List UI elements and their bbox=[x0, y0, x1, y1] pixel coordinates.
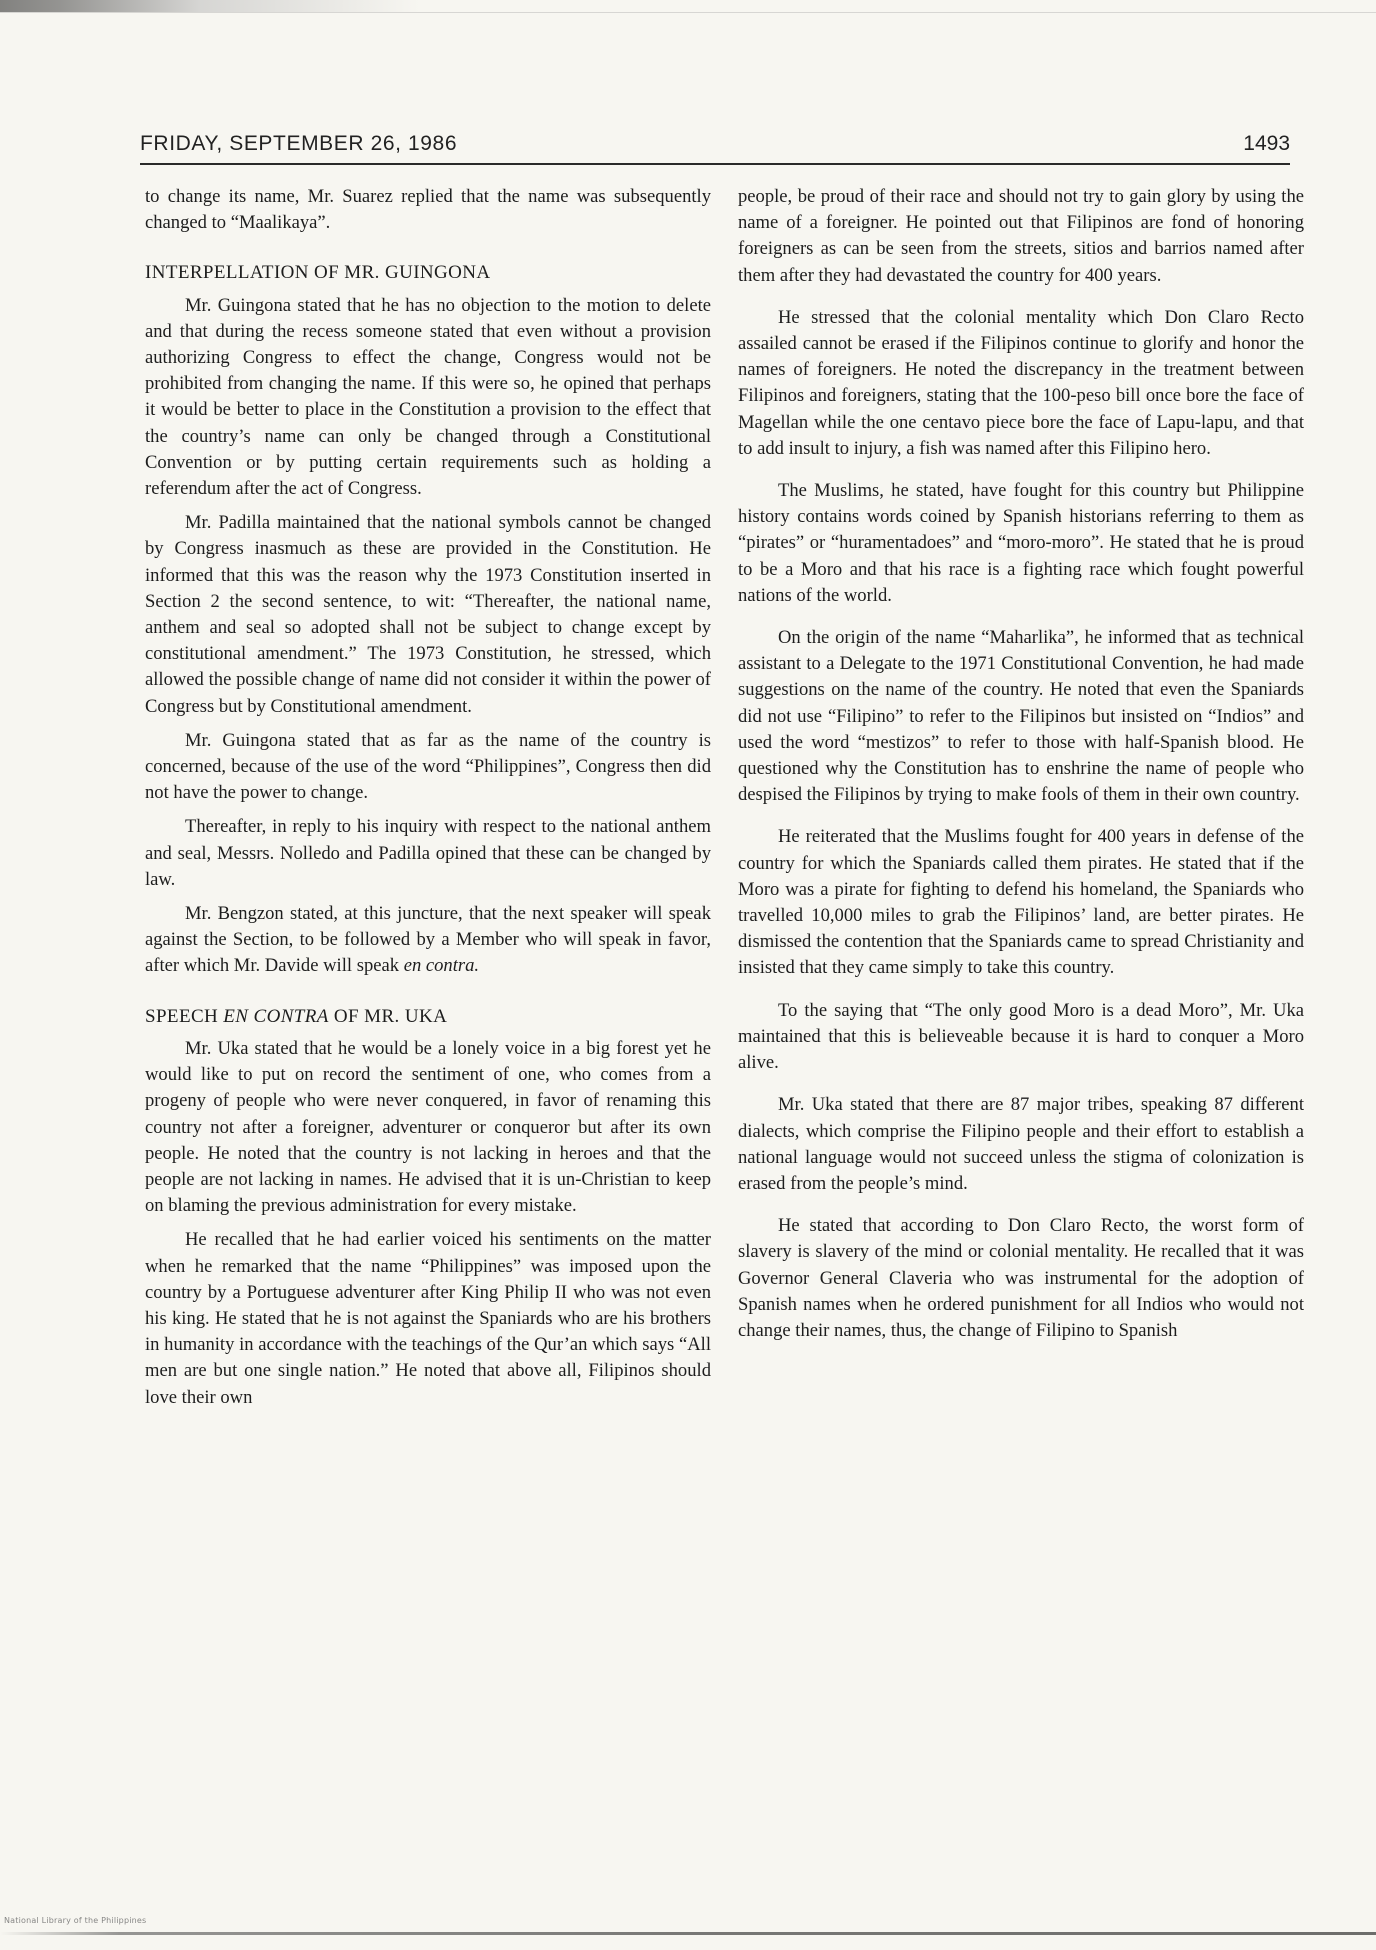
paragraph: Mr. Padilla maintained that the national symbols cannot be changed by Congress inasmuch as these are provided in the Constitution. He informed that this was the reason why the 1973 Constitution inserted in Section 2 the second sentence, to wit: “Thereafter, the national name, anthem and seal so adopted shall not be subject to change except by constitutional amendment.” The 1973 Constitution, he stressed, which allowed the possible change of name did not consider it within the power of Congress but by Constitutional amendment. bbox=[145, 512, 711, 717]
scan-footer-note: National Library of the Philippines bbox=[4, 1916, 147, 1925]
left-column bbox=[145, 184, 711, 1419]
section-heading-speech bbox=[145, 1004, 711, 1030]
scan-top-line bbox=[0, 12, 1376, 13]
paragraph: Mr. Uka stated that there are 87 major tribes, speaking 87 different dialects, which comprise the Filipino people and their effort to establish a national language would not succeed unless the stigma of colonization is erased from the people’s mind. bbox=[738, 1094, 1304, 1194]
heading-part: OF MR. UKA bbox=[328, 1005, 448, 1027]
paragraph bbox=[145, 901, 711, 980]
paragraph: Mr. Guingona stated that he has no objection to the motion to delete and that during the recess someone stated that even without a provision authorizing Congress to effect the change, Congress would not be prohibited from changing the name. If this were so, he opined that perhaps it would be better to place in the Constitution a provision to the effect that the country’s name can only be changed through a Constitutional Convention or by putting certain requirements such as holding a referendum after the act of Congress. bbox=[145, 294, 711, 500]
paragraph: He recalled that he had earlier voiced his sentiments on the matter when he remarked that the name “Philippines” was imposed upon the country by a Portuguese adventurer after King Philip II who was not even his king. He stated that he is not against the Spaniards who are his brothers in humanity in accordance with the teachings of the Qur’an which says “All men are but one single nation.” He noted that above all, Filipinos should love their own bbox=[145, 1229, 711, 1408]
paragraph: people, be proud of their race and should not try to gain glory by using the name of a foreigner. He pointed out that Filipinos are fond of honoring foreigners as can be seen from the streets, sitios and barrios named after them after they had devastated the country for 400 years. bbox=[738, 186, 1304, 286]
paragraph: He stressed that the colonial mentality which Don Claro Recto assailed cannot be erased if the Filipinos continue to glorify and honor the names of foreigners. He noted the discrepancy in the treatment between Filipinos and foreigners, stating that the 100-peso bill once bore the face of Magellan while the one centavo piece bore the face of Lapu-lapu, and that to add insult to injury, a fish was named after this Filipino hero. bbox=[738, 306, 1304, 459]
scan-top-edge bbox=[0, 0, 1376, 12]
paragraph: Mr. Uka stated that he would be a lonely voice in a big forest yet he would like to put on record the sentiment of one, who comes from a progeny of people who were never conquered, in favor of renaming this country not after a foreigner, adventurer or conqueror but after its own people. He noted that the country is not lacking in heroes and that the people are not lacking in names. He advised that it is un-Christian to keep on blaming the previous administration for every mistake. bbox=[145, 1037, 711, 1217]
paragraph: to change its name, Mr. Suarez replied that the name was subsequently changed to “Maalikaya”. bbox=[145, 186, 711, 234]
paragraph: To the saying that “The only good Moro is a dead Moro”, Mr. Uka maintained that this is believeable because it is hard to conquer a Moro alive. bbox=[738, 999, 1304, 1074]
paragraph-italic: en contra. bbox=[403, 955, 480, 977]
heading-part: SPEECH bbox=[145, 1005, 224, 1027]
paragraph: Mr. Guingona stated that as far as the name of the country is concerned, because of the use of the word “Philippines”, Congress then did not have the power to change. bbox=[145, 729, 711, 804]
scan-bottom-edge bbox=[0, 1932, 1376, 1935]
paragraph-text: Mr. Bengzon stated, at this juncture, that the next speaker will speak against the Section, to be followed by a Member who will speak in favor, after which Mr. Davide will speak bbox=[145, 903, 711, 977]
paragraph: He reiterated that the Muslims fought for 400 years in defense of the country for which the Spaniards called them pirates. He stated that if the Moro was a pirate for fighting to defend his homeland, the Spaniards who travelled 10,000 miles to grab the Filipinos’ land, are better pirates. He dismissed the contention that the Spaniards came to spread Christianity and insisted that they came simply to take this country. bbox=[738, 826, 1304, 979]
paragraph: On the origin of the name “Maharlika”, he informed that as technical assistant to a Delegate to the 1971 Constitutional Convention, he had made suggestions on the name of the country. He noted that even the Spaniards did not use “Filipino” to refer to the Filipinos but insisted on “Indios” and used the word “mestizos” to refer to those with half-Spanish blood. He questioned why the Constitution has to enshrine the name of people who despised the Filipinos by trying to make fools of them in their own country. bbox=[738, 627, 1304, 806]
page-number: 1493 bbox=[1243, 132, 1290, 155]
paragraph: He stated that according to Don Claro Recto, the worst form of slavery is slavery of the mind or colonial mentality. He recalled that it was Governor General Claveria who was instrumental for the adoption of Spanish names when he ordered punishment for all Indios who would not change their names, thus, the change of Filipino to Spanish bbox=[738, 1215, 1304, 1341]
paragraph: Thereafter, in reply to his inquiry with respect to the national anthem and seal, Messrs. Nolledo and Padilla opined that these can be changed by law. bbox=[145, 816, 711, 890]
paragraph: The Muslims, he stated, have fought for this country but Philippine history contains words coined by Spanish historians referring to them as “pirates” or “huramentadoes” and “moro-moro”. He stated that he is proud to be a Moro and that his race is a fighting race which fought powerful nations of the world. bbox=[738, 480, 1304, 606]
header-rule bbox=[140, 163, 1290, 165]
header-date: FRIDAY, SEPTEMBER 26, 1986 bbox=[140, 132, 458, 155]
page-header bbox=[140, 132, 1290, 162]
right-column bbox=[738, 184, 1304, 1352]
heading-italic: EN CONTRA bbox=[223, 1005, 329, 1027]
section-heading-interpellation: INTERPELLATION OF MR. GUINGONA bbox=[145, 262, 491, 284]
